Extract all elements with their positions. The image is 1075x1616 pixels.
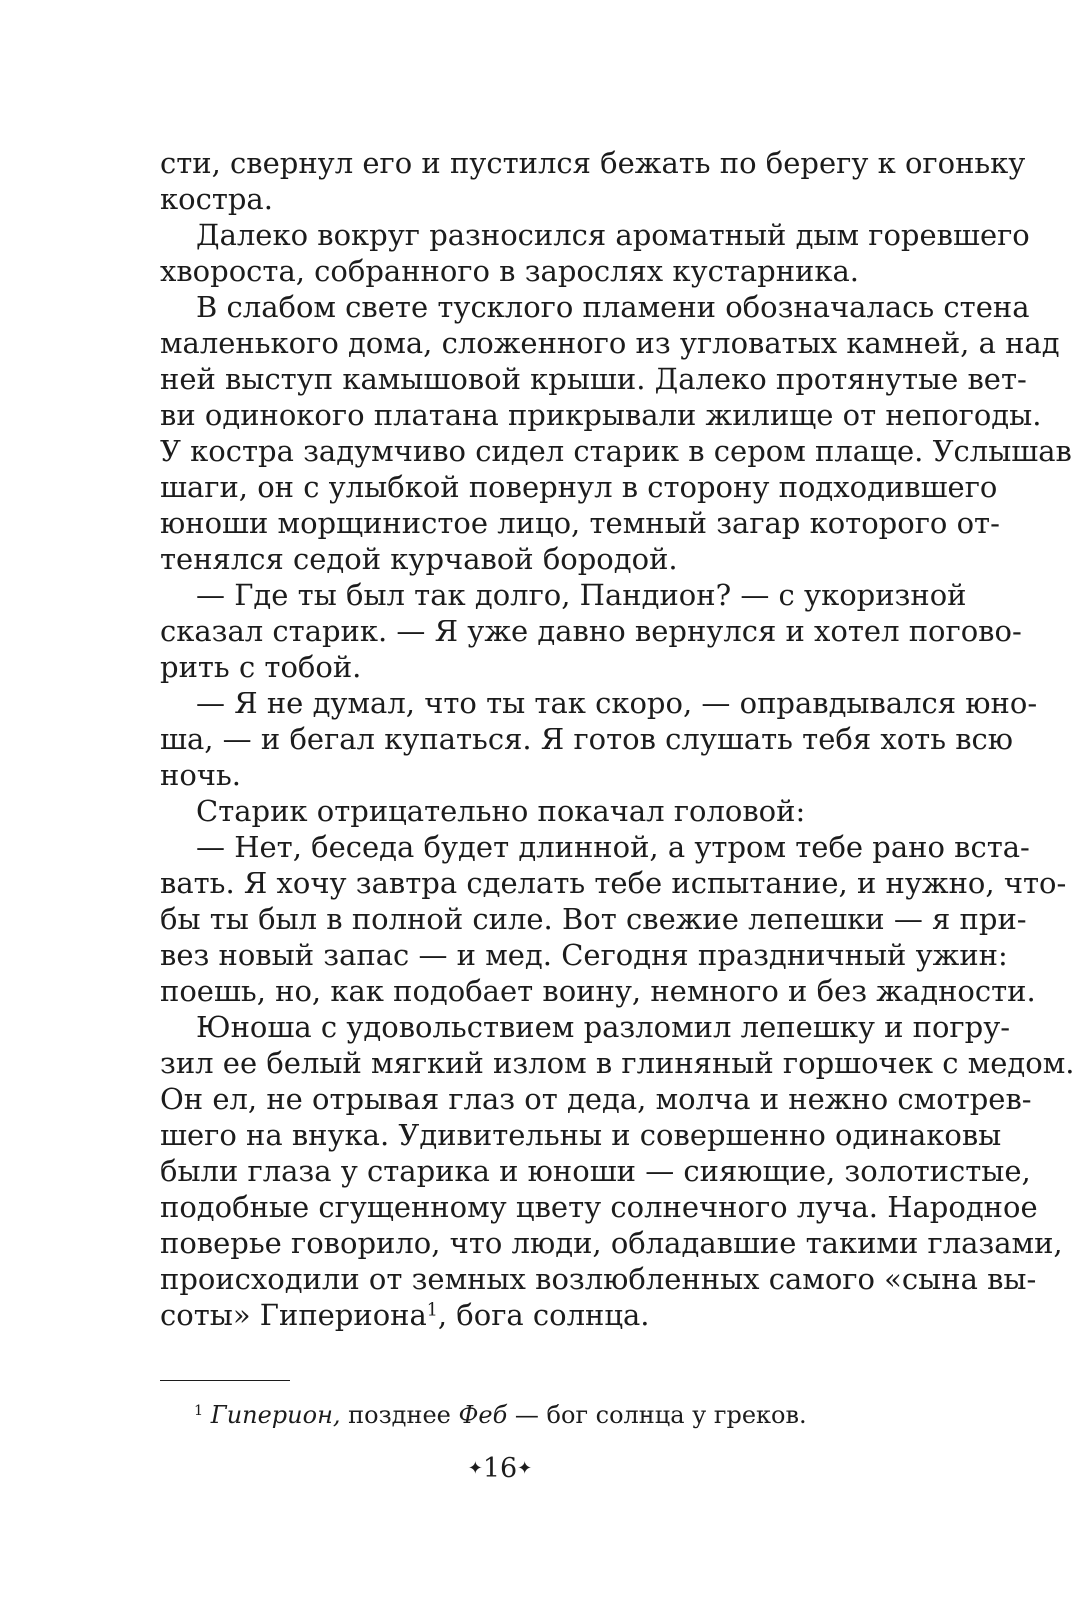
footnote-term-phoebus: Феб [458,1401,508,1429]
text-line: ночь. [160,758,241,792]
footnote-divider [160,1380,290,1381]
text-line: шаги, он с улыбкой повернул в сторону подходившего [160,470,998,504]
text-line: тенялся седой курчавой бородой. [160,542,678,576]
text-line: Он ел, не отрывая глаз от деда, молча и нежно смотрев- [160,1082,1032,1116]
text-line: ви одинокого платана прикрывали жилище от непогоды. [160,398,1042,432]
four-point-star-icon: ✦ [467,1458,483,1479]
footnote-text: — бог солнца у греков. [507,1401,807,1429]
text-line: бы ты был в полной силе. Вот свежие лепешки — я при- [160,902,1027,936]
paragraph-first-line: — Я не думал, что ты так скоро, — оправдывался юно- [196,686,1038,720]
paragraph-first-line: В слабом свете тусклого пламени обозначалась стена [196,290,1030,324]
footnote-reference[interactable]: 1 [426,1300,438,1321]
text-line: маленького дома, сложенного из угловатых камней, а над [160,326,1060,360]
text-line: происходили от земных возлюбленных самого «сына вы- [160,1262,1037,1296]
footnote-marker: 1 [194,1403,204,1420]
text-line: зил ее белый мягкий излом в глиняный горшочек с медом. [160,1046,1075,1080]
final-line-tail: , бога солнца. [437,1298,650,1332]
paragraph-first-line: Юноша с удовольствием разломил лепешку и погру- [196,1010,1011,1044]
footnote-middle: позднее [340,1401,459,1429]
paragraph-first-line: — Нет, беседа будет длинной, а утром тебе рано вста- [196,830,1030,864]
text-line: рить с тобой. [160,650,362,684]
page-number-value: 16 [482,1453,518,1484]
main-text [160,145,1075,1333]
paragraph-first-line: — Где ты был так долго, Пандион? — с укоризной [196,578,967,612]
paragraph-first-line: Старик отрицательно покачал головой: [196,794,806,828]
final-line-text: соты» Гипериона [160,1298,427,1332]
text-line: поверье говорило, что люди, обладавшие такими глазами, [160,1226,1063,1260]
paragraph-first-line: Далеко вокруг разносился ароматный дым горевшего [196,218,1030,252]
footnote-term-hyperion: Гиперион, [210,1401,341,1429]
text-line: подобные сгущенному цвету солнечного луча. Народное [160,1190,1038,1224]
text-line-final [160,1297,867,1333]
text-line: шего на внука. Удивительны и совершенно одинаковы [160,1118,1002,1152]
text-line: вез новый запас — и мед. Сегодня праздничный ужин: [160,938,1008,972]
text-line: поешь, но, как подобает воину, немного и без жадности. [160,974,1036,1008]
text-line: вать. Я хочу завтра сделать тебе испытание, и нужно, что- [160,866,1067,900]
text-line: хвороста, собранного в зарослях кустарника. [160,254,860,288]
text-line: ней выступ камышовой крыши. Далеко протянутые вет- [160,362,1027,396]
text-line: костра. [160,182,273,216]
four-point-star-icon: ✦ [517,1458,533,1479]
text-line: были глаза у старика и юноши — сияющие, золотистые, [160,1154,1031,1188]
text-line: юноши морщинистое лицо, темный загар которого от- [160,506,1000,540]
footnote [194,1400,807,1430]
page-number [0,1452,1000,1486]
text-line: сти, свернул его и пустился бежать по берегу к огоньку [160,146,1026,180]
text-line: ша, — и бегал купаться. Я готов слушать тебя хоть всю [160,722,1014,756]
text-line: У костра задумчиво сидел старик в сером плаще. Услышав [160,434,1072,468]
text-line: сказал старик. — Я уже давно вернулся и хотел погово- [160,614,1022,648]
